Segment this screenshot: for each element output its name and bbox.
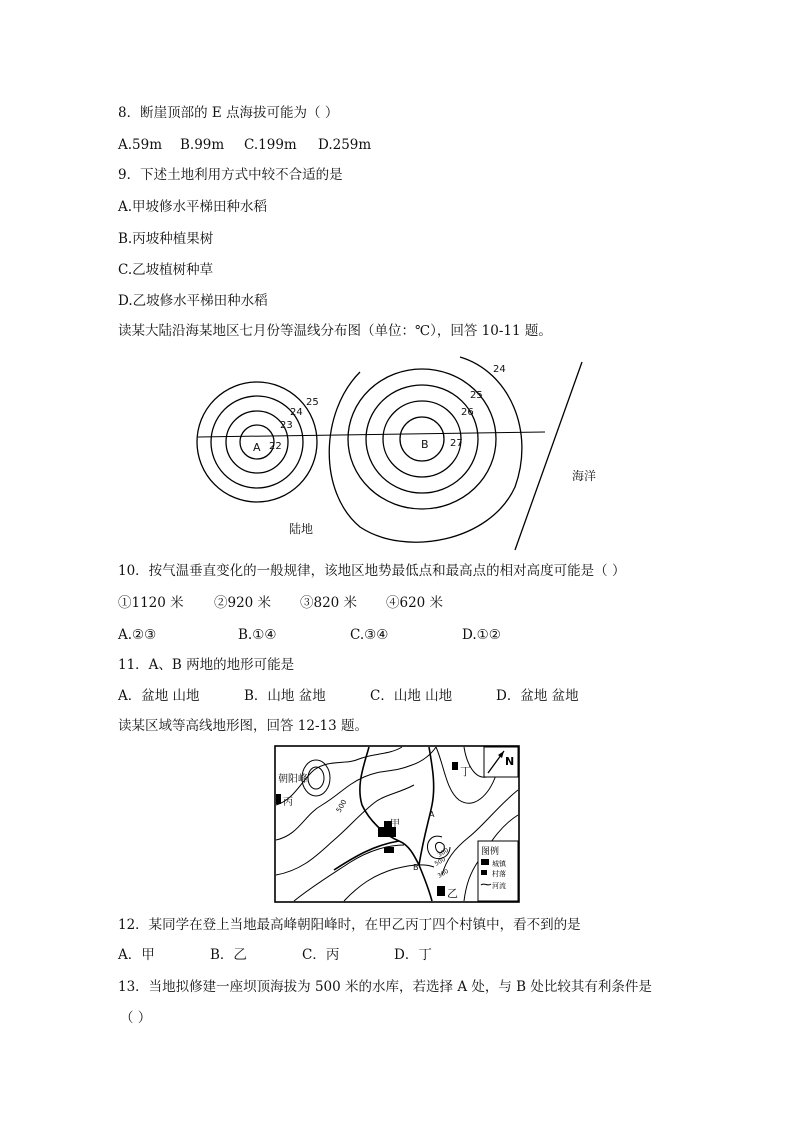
label-b-24: 24 (493, 364, 506, 375)
q8-option-d: D.259m (318, 137, 372, 153)
village-jia-label: 甲 (390, 819, 400, 830)
q8-options (118, 136, 371, 154)
legend-title: 图例 (481, 847, 500, 857)
q10-stem: 10．按气温垂直变化的一般规律，该地区地势最低点和最高点的相对高度可能是（ ） (118, 563, 626, 579)
label-b-27: 27 (450, 438, 463, 449)
q12-option-b: B．乙 (210, 947, 247, 963)
q11-option-c: C．山地 山地 (370, 688, 453, 704)
legend-town: 城镇 (492, 860, 506, 868)
q10-choice-3: ③820 米 (300, 595, 358, 611)
village-bing-label: 丙 (283, 797, 293, 808)
q10-option-d: D.①② (462, 627, 501, 643)
label-b-25: 25 (470, 390, 483, 401)
label-a-23: 23 (280, 420, 293, 431)
q9-option-a: A.甲坡修水平梯田种水稻 (118, 199, 268, 215)
contour-300-label: 300 (436, 846, 450, 859)
q10-options (118, 626, 501, 644)
q12-option-d: D．丁 (394, 947, 432, 963)
sea-label: 海洋 (572, 469, 597, 483)
q10-option-a: A.②③ (118, 627, 157, 643)
q10-choice-2: ②920 米 (214, 595, 272, 611)
legend-river: 河流 (492, 882, 506, 890)
q13-stem: 13．当地拟修建一座坝顶海拔为 500 米的水库，若选择 A 处，与 B 处比较其有利条件是 (118, 979, 652, 995)
village-marker (384, 847, 394, 853)
q8-option-b: B.99m (180, 137, 225, 153)
intro-contour: 读某区域等高线地形图，回答 12-13 题。 (118, 718, 369, 734)
village-bing-marker (276, 794, 281, 804)
q9-option-d: D.乙坡修水平梯田种水稻 (118, 293, 268, 309)
q8-stem: 8．断崖顶部的 E 点海拔可能为（ ） (118, 105, 339, 121)
point-a-label: A (429, 810, 435, 819)
q12-option-a: A．甲 (118, 947, 155, 963)
village-yi-marker (437, 886, 445, 896)
q10-choices (118, 594, 443, 612)
label-b-26: 26 (461, 407, 474, 418)
contour-300b-label: 300 (436, 867, 450, 880)
legend-village: 村落 (492, 870, 506, 878)
legend (478, 841, 518, 901)
label-a-25: 25 (306, 397, 319, 408)
label-a-24: 24 (290, 407, 303, 418)
q11-option-d: D．盆地 盆地 (496, 688, 579, 704)
north-arrow (484, 747, 518, 777)
q12-options (118, 946, 432, 964)
point-a-label: A (253, 441, 261, 454)
q9-option-b: B.丙坡种植果树 (118, 231, 214, 247)
q9-stem: 9．下述土地利用方式中较不合适的是 (118, 167, 343, 183)
q11-options (118, 687, 579, 705)
profile-line (198, 432, 545, 437)
point-b-label: B (421, 438, 429, 451)
north-label: N (505, 755, 515, 768)
q11-option-a: A．盆地 山地 (118, 688, 200, 704)
intro-isotherm: 读某大陆沿海某地区七月份等温线分布图（单位：℃），回答 10-11 题。 (118, 323, 552, 339)
q8-option-a: A.59m (118, 137, 163, 153)
land-label: 陆地 (289, 522, 314, 536)
q10-option-b: B.①④ (238, 627, 277, 643)
isotherm-map (190, 352, 600, 552)
q9-option-c: C.乙坡植树种草 (118, 262, 214, 278)
label-a-22: 22 (269, 441, 282, 452)
peak-label: 朝阳峰 (278, 774, 308, 785)
q13-bracket: （ ） (120, 1010, 152, 1026)
village-ding-label: 丁 (460, 765, 471, 778)
q10-option-c: C.③④ (350, 627, 389, 643)
q11-option-b: B．山地 盆地 (244, 688, 326, 704)
contour-500-label: 500 (334, 798, 349, 814)
point-b-label: B (413, 863, 419, 872)
contour-500b-label: 500 (433, 855, 447, 868)
q8-option-c: C.199m (244, 137, 297, 153)
contour-map (274, 745, 520, 903)
village-yi-label: 乙 (447, 887, 458, 900)
coastline (515, 362, 582, 550)
q10-choice-1: ①1120 米 (118, 595, 184, 611)
village-ding-marker (452, 762, 458, 770)
q10-choice-4: ④620 米 (386, 595, 444, 611)
q12-option-c: C．丙 (302, 947, 340, 963)
q11-stem: 11．A、B 两地的地形可能是 (118, 657, 295, 673)
q12-stem: 12．某同学在登上当地最高峰朝阳峰时，在甲乙丙丁四个村镇中，看不到的是 (118, 917, 581, 933)
